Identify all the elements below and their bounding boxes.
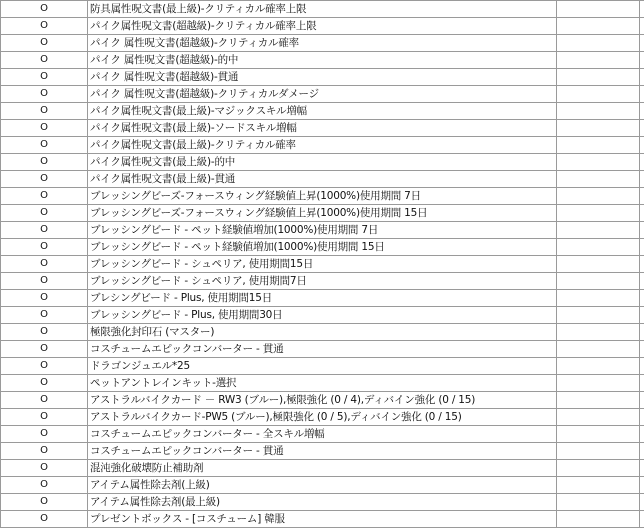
table-row bbox=[1, 205, 644, 222]
empty-cell[interactable] bbox=[557, 256, 640, 273]
table-row bbox=[1, 477, 644, 494]
table-row bbox=[1, 324, 644, 341]
item-name-cell[interactable]: ペットアントレインキット-選択 bbox=[88, 375, 557, 392]
empty-cell[interactable] bbox=[557, 239, 640, 256]
empty-cell[interactable] bbox=[557, 426, 640, 443]
item-name-cell[interactable]: ブレッシングビード - ペット経験値増加(1000%)使用期間 7日 bbox=[88, 222, 557, 239]
edge-cell[interactable] bbox=[640, 120, 644, 137]
item-name-cell[interactable]: アストラルバイクカード-PW5 (ブルー),極限強化 (0 / 5),ディバイン強化 (0 / 15) bbox=[88, 409, 557, 426]
empty-cell[interactable] bbox=[557, 460, 640, 477]
empty-cell[interactable] bbox=[557, 307, 640, 324]
item-name-cell[interactable]: プレゼントボックス - [コスチューム] 韓服 bbox=[88, 511, 557, 528]
edge-cell[interactable] bbox=[640, 375, 644, 392]
table-row bbox=[1, 137, 644, 154]
table-row bbox=[1, 341, 644, 358]
edge-cell[interactable] bbox=[640, 511, 644, 528]
table-row bbox=[1, 86, 644, 103]
mark-cell[interactable]: O bbox=[1, 460, 88, 477]
item-name-cell[interactable]: ブレッシングビーズ-フォースウィング経験値上昇(1000%)使用期間 7日 bbox=[88, 188, 557, 205]
item-name-cell[interactable]: パイク属性呪文書(最上級)-マジックスキル増幅 bbox=[88, 103, 557, 120]
table-row bbox=[1, 358, 644, 375]
empty-cell[interactable] bbox=[557, 69, 640, 86]
table-row bbox=[1, 222, 644, 239]
mark-cell[interactable]: O bbox=[1, 18, 88, 35]
item-name-cell[interactable]: ドラゴンジュエル*25 bbox=[88, 358, 557, 375]
mark-cell[interactable]: O bbox=[1, 324, 88, 341]
item-name-cell[interactable]: パイク 属性呪文書(超越級)-クリティカルダメージ bbox=[88, 86, 557, 103]
edge-cell[interactable] bbox=[640, 460, 644, 477]
empty-cell[interactable] bbox=[557, 290, 640, 307]
edge-cell[interactable] bbox=[640, 69, 644, 86]
empty-cell[interactable] bbox=[557, 18, 640, 35]
edge-cell[interactable] bbox=[640, 324, 644, 341]
item-name-cell[interactable]: パイク 属性呪文書(超越級)-貫通 bbox=[88, 69, 557, 86]
item-name-cell[interactable]: ブレッシングビーズ-フォースウィング経験値上昇(1000%)使用期間 15日 bbox=[88, 205, 557, 222]
edge-cell[interactable] bbox=[640, 392, 644, 409]
item-name-cell[interactable]: コスチュームエピックコンバーター - 貫通 bbox=[88, 443, 557, 460]
empty-cell[interactable] bbox=[557, 52, 640, 69]
table-row bbox=[1, 392, 644, 409]
item-name-cell[interactable]: パイク 属性呪文書(超越級)-的中 bbox=[88, 52, 557, 69]
table-row bbox=[1, 171, 644, 188]
table-row bbox=[1, 103, 644, 120]
table-row bbox=[1, 290, 644, 307]
item-name-cell[interactable]: アイテム属性除去剤(最上級) bbox=[88, 494, 557, 511]
item-name-cell[interactable]: パイク属性呪文書(最上級)-ソードスキル増幅 bbox=[88, 120, 557, 137]
mark-cell[interactable]: O bbox=[1, 392, 88, 409]
mark-cell[interactable]: O bbox=[1, 477, 88, 494]
edge-cell[interactable] bbox=[640, 273, 644, 290]
empty-cell[interactable] bbox=[557, 409, 640, 426]
table-row bbox=[1, 443, 644, 460]
mark-cell[interactable]: O bbox=[1, 171, 88, 188]
item-name-cell[interactable]: アイテム属性除去剤(上級) bbox=[88, 477, 557, 494]
table-row bbox=[1, 511, 644, 528]
edge-cell[interactable] bbox=[640, 188, 644, 205]
edge-cell[interactable] bbox=[640, 477, 644, 494]
edge-cell[interactable] bbox=[640, 443, 644, 460]
edge-cell[interactable] bbox=[640, 154, 644, 171]
item-name-cell[interactable]: パイク属性呪文書(最上級)-貫通 bbox=[88, 171, 557, 188]
empty-cell[interactable] bbox=[557, 188, 640, 205]
edge-cell[interactable] bbox=[640, 18, 644, 35]
item-name-cell[interactable]: 極限強化封印石 (マスター) bbox=[88, 324, 557, 341]
table-row bbox=[1, 460, 644, 477]
empty-cell[interactable] bbox=[557, 392, 640, 409]
item-name-cell[interactable]: ブレッシングビード - シュペリア, 使用期間15日 bbox=[88, 256, 557, 273]
empty-cell[interactable] bbox=[557, 137, 640, 154]
mark-cell[interactable]: O bbox=[1, 1, 88, 18]
table-row bbox=[1, 188, 644, 205]
mark-cell[interactable]: O bbox=[1, 307, 88, 324]
table-row bbox=[1, 494, 644, 511]
item-name-cell[interactable]: コスチュームエピックコンバーター - 貫通 bbox=[88, 341, 557, 358]
mark-cell[interactable]: O bbox=[1, 154, 88, 171]
item-name-cell[interactable]: パイク属性呪文書(最上級)-クリティカル確率 bbox=[88, 137, 557, 154]
mark-cell[interactable]: O bbox=[1, 103, 88, 120]
edge-cell[interactable] bbox=[640, 239, 644, 256]
item-name-cell[interactable]: ブレッシングビード - ペット経験値増加(1000%)使用期間 15日 bbox=[88, 239, 557, 256]
empty-cell[interactable] bbox=[557, 222, 640, 239]
edge-cell[interactable] bbox=[640, 426, 644, 443]
mark-cell[interactable]: O bbox=[1, 358, 88, 375]
edge-cell[interactable] bbox=[640, 1, 644, 18]
empty-cell[interactable] bbox=[557, 171, 640, 188]
empty-cell[interactable] bbox=[557, 443, 640, 460]
spreadsheet-body bbox=[1, 1, 644, 528]
empty-cell[interactable] bbox=[557, 86, 640, 103]
item-name-cell[interactable]: ブレシングビード - Plus, 使用期間15日 bbox=[88, 290, 557, 307]
empty-cell[interactable] bbox=[557, 511, 640, 528]
edge-cell[interactable] bbox=[640, 409, 644, 426]
item-name-cell[interactable]: パイク 属性呪文書(超越級)-クリティカル確率 bbox=[88, 35, 557, 52]
mark-cell[interactable]: O bbox=[1, 273, 88, 290]
mark-cell[interactable]: O bbox=[1, 443, 88, 460]
table-row bbox=[1, 409, 644, 426]
item-name-cell[interactable]: ブレッシングビード - Plus, 使用期間30日 bbox=[88, 307, 557, 324]
item-name-cell[interactable]: 混沌強化破壊防止補助剤 bbox=[88, 460, 557, 477]
empty-cell[interactable] bbox=[557, 273, 640, 290]
edge-cell[interactable] bbox=[640, 205, 644, 222]
mark-cell[interactable]: O bbox=[1, 341, 88, 358]
edge-cell[interactable] bbox=[640, 290, 644, 307]
table-row bbox=[1, 307, 644, 324]
edge-cell[interactable] bbox=[640, 103, 644, 120]
table-row bbox=[1, 52, 644, 69]
item-name-cell[interactable]: ブレッシングビード - シュペリア, 使用期間7日 bbox=[88, 273, 557, 290]
mark-cell[interactable]: O bbox=[1, 494, 88, 511]
edge-cell[interactable] bbox=[640, 137, 644, 154]
table-row bbox=[1, 256, 644, 273]
item-name-cell[interactable]: パイク属性呪文書(超越級)-クリティカル確率上限 bbox=[88, 18, 557, 35]
edge-cell[interactable] bbox=[640, 86, 644, 103]
mark-cell[interactable]: O bbox=[1, 120, 88, 137]
edge-cell[interactable] bbox=[640, 222, 644, 239]
mark-cell[interactable]: O bbox=[1, 69, 88, 86]
mark-cell[interactable]: O bbox=[1, 205, 88, 222]
mark-cell[interactable]: O bbox=[1, 188, 88, 205]
edge-cell[interactable] bbox=[640, 256, 644, 273]
mark-cell[interactable]: O bbox=[1, 35, 88, 52]
empty-cell[interactable] bbox=[557, 103, 640, 120]
table-row bbox=[1, 18, 644, 35]
table-row bbox=[1, 154, 644, 171]
table-row bbox=[1, 239, 644, 256]
table-row bbox=[1, 426, 644, 443]
edge-cell[interactable] bbox=[640, 171, 644, 188]
empty-cell[interactable] bbox=[557, 341, 640, 358]
edge-cell[interactable] bbox=[640, 341, 644, 358]
table-row bbox=[1, 120, 644, 137]
mark-cell[interactable]: O bbox=[1, 290, 88, 307]
empty-cell[interactable] bbox=[557, 154, 640, 171]
empty-cell[interactable] bbox=[557, 375, 640, 392]
mark-cell[interactable]: O bbox=[1, 426, 88, 443]
edge-cell[interactable] bbox=[640, 358, 644, 375]
table-row bbox=[1, 375, 644, 392]
mark-cell[interactable]: O bbox=[1, 222, 88, 239]
item-name-cell[interactable]: パイク属性呪文書(最上級)-的中 bbox=[88, 154, 557, 171]
item-name-cell[interactable]: コスチュームエピックコンバーター - 全スキル増幅 bbox=[88, 426, 557, 443]
empty-cell[interactable] bbox=[557, 477, 640, 494]
mark-cell[interactable]: O bbox=[1, 409, 88, 426]
edge-cell[interactable] bbox=[640, 52, 644, 69]
mark-cell[interactable]: O bbox=[1, 511, 88, 528]
mark-cell[interactable]: O bbox=[1, 137, 88, 154]
mark-cell[interactable]: O bbox=[1, 86, 88, 103]
table-row bbox=[1, 273, 644, 290]
item-name-cell[interactable]: アストラルバイクカード － RW3 (ブルー),極限強化 (0 / 4),ディバイン強化 (0 / 15) bbox=[88, 392, 557, 409]
empty-cell[interactable] bbox=[557, 35, 640, 52]
empty-cell[interactable] bbox=[557, 205, 640, 222]
table-row bbox=[1, 35, 644, 52]
empty-cell[interactable] bbox=[557, 120, 640, 137]
mark-cell[interactable]: O bbox=[1, 52, 88, 69]
table-row bbox=[1, 1, 644, 18]
empty-cell[interactable] bbox=[557, 358, 640, 375]
edge-cell[interactable] bbox=[640, 494, 644, 511]
mark-cell[interactable]: O bbox=[1, 256, 88, 273]
edge-cell[interactable] bbox=[640, 35, 644, 52]
empty-cell[interactable] bbox=[557, 494, 640, 511]
table-row bbox=[1, 69, 644, 86]
empty-cell[interactable] bbox=[557, 324, 640, 341]
empty-cell[interactable] bbox=[557, 1, 640, 18]
edge-cell[interactable] bbox=[640, 307, 644, 324]
item-name-cell[interactable]: 防具属性呪文書(最上級)-クリティカル確率上限 bbox=[88, 1, 557, 18]
mark-cell[interactable]: O bbox=[1, 239, 88, 256]
mark-cell[interactable]: O bbox=[1, 375, 88, 392]
